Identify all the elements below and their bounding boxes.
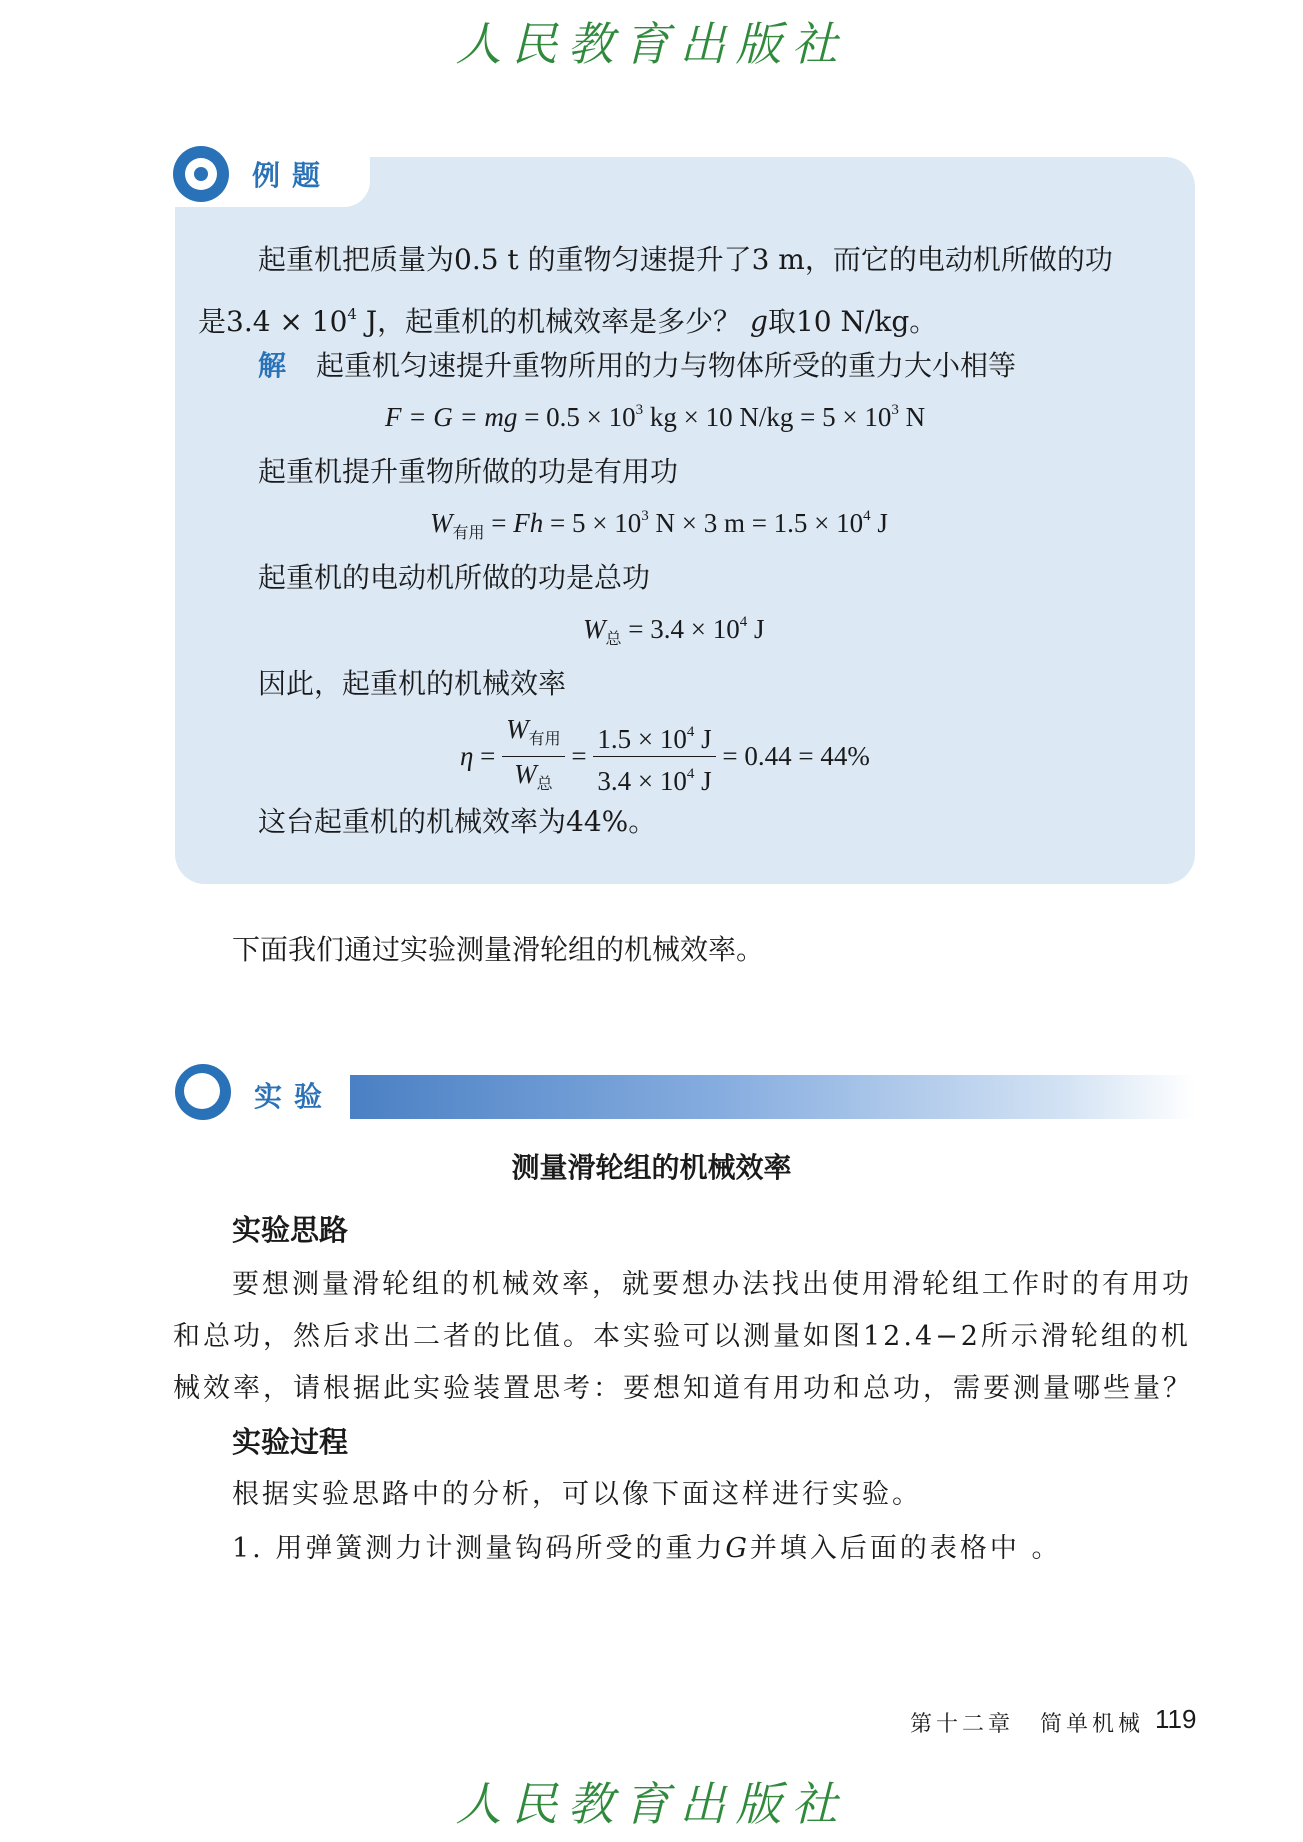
idea-heading: 实验思路: [232, 1213, 349, 1247]
idea-line-1: 要想测量滑轮组的机械效率，就要想办法找出使用滑轮组工作时的有用功: [232, 1269, 1192, 1300]
solution-intro: 解 起重机匀速提升重物所用的力与物体所受的重力大小相等: [258, 349, 1017, 382]
experiment-header-bar: [350, 1075, 1195, 1119]
experiment-magnifier-icon: [175, 1064, 231, 1120]
page-number: 119: [1155, 1704, 1197, 1734]
problem-line-1: 起重机把质量为0.5 t 的重物匀速提升了3 m，而它的电动机所做的功: [258, 243, 1113, 276]
solution-label: 解: [258, 349, 287, 382]
therefore-text: 因此，起重机的机械效率: [258, 667, 567, 700]
equation-efficiency: η = $\frac{W_{有用}}{W_总}$ = $\frac{1.5 \times 10^4 J}{3.4 \times 10^4 J}$ = 0.44 = 44%: [460, 714, 870, 796]
process-heading: 实验过程: [232, 1425, 349, 1459]
experiment-label: 实验: [254, 1080, 335, 1113]
useful-work-text: 起重机提升重物所做的功是有用功: [258, 455, 679, 488]
publisher-logo-bottom: 人民教育出版社: [455, 1777, 848, 1831]
process-intro: 根据实验思路中的分析，可以像下面这样进行实验。: [232, 1479, 922, 1510]
equation-force: F = G = mg = $0.5 \times 10^3$ kg × 10 $N/kg = 5 \times 10^3$ N: [385, 402, 926, 432]
idea-line-2: 和总功，然后求出二者的比值。本实验可以测量如图12.4−2所示滑轮组的机: [173, 1321, 1191, 1352]
publisher-logo-top: 人民教育出版社: [455, 17, 848, 71]
experiment-title: 测量滑轮组的机械效率: [511, 1151, 792, 1184]
equation-useful-work: $W_{有用} = Fh = 5 \times 10^3$ N × 3 $m = 1.5 \times 10^4$ J: [430, 508, 888, 542]
chapter-label: 第十二章 简单机械: [910, 1712, 1145, 1737]
example-label: 例题: [252, 159, 333, 192]
idea-line-3: 械效率，请根据此实验装置思考：要想知道有用功和总功，需要测量哪些量？: [173, 1373, 1193, 1404]
step-1: 1. 用弹簧测力计测量钩码所受的重力G并填入后面的表格中 。: [232, 1533, 1062, 1564]
problem-line-2: 是$3.4 \times 10^4$ J，起重机的机械效率是多少？ g取10 N/kg。: [198, 305, 938, 338]
transition-text: 下面我们通过实验测量滑轮组的机械效率。: [232, 933, 765, 966]
example-target-icon: [173, 146, 229, 202]
equation-total-work: $W_总 = 3.4 \times 10^4$ J: [583, 614, 765, 648]
total-work-text: 起重机的电动机所做的功是总功: [258, 561, 651, 594]
conclusion-text: 这台起重机的机械效率为44%。: [258, 805, 657, 838]
